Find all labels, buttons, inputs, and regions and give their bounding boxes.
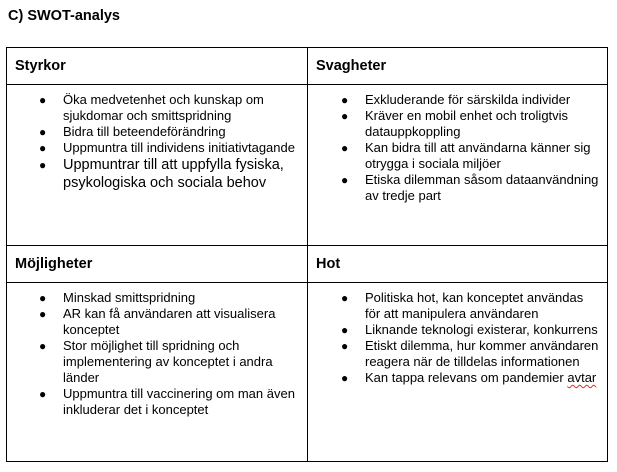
bullet-icon: ●	[39, 291, 47, 305]
list-item: ● Kräver en mobil enhet och troligtvis datauppkoppling	[341, 108, 569, 139]
bullet-icon: ●	[341, 93, 349, 107]
list-item: ● Bidra till beteendeförändring	[39, 124, 226, 139]
list-item: ● Kan bidra till att användarna känner sig otrygga i sociala miljöer	[341, 140, 591, 171]
threats-title: Hot	[316, 256, 341, 272]
list-item: ● Stor möjlighet till spridning och implementering av konceptet i andra länder	[39, 338, 273, 385]
bullet-icon: ●	[341, 141, 349, 155]
opportunities-list	[37, 290, 299, 418]
list-item: ● Exkluderande för särskilda individer	[341, 92, 571, 107]
opportunities-title: Möjligheter	[15, 256, 93, 272]
spellcheck-word: avtar	[567, 370, 597, 385]
threats-header-cell	[308, 246, 607, 282]
list-item: ● Etiskt dilemma, hur kommer användaren reagera när de tilldelas informationen	[341, 338, 599, 369]
bullet-icon: ●	[39, 387, 47, 401]
bullet-icon: ●	[39, 93, 47, 107]
strengths-header-cell	[7, 48, 307, 84]
list-item: ● AR kan få användaren att visualisera konceptet	[39, 306, 276, 337]
bullet-icon: ●	[39, 339, 47, 353]
opportunities-header-cell	[7, 246, 307, 282]
weaknesses-title: Svagheter	[316, 58, 387, 74]
bullet-icon: ●	[341, 323, 349, 337]
list-item: ● Kan tappa relevans om pandemier avtar	[341, 370, 597, 385]
bullet-icon: ●	[39, 307, 47, 321]
bullet-icon: ●	[39, 141, 47, 155]
bullet-icon: ●	[341, 291, 349, 305]
weaknesses-header-cell	[308, 48, 607, 84]
list-item: ● Liknande teknologi existerar, konkurrens	[341, 322, 598, 337]
strengths-title: Styrkor	[15, 58, 66, 74]
list-item: ● Öka medvetenhet och kunskap om sjukdomar och smittspridning	[39, 92, 264, 123]
strengths-list	[37, 92, 299, 192]
bullet-icon: ●	[341, 173, 349, 187]
weaknesses-list	[339, 92, 601, 204]
list-item: ● Politiska hot, kan konceptet användas för att manipulera användaren	[341, 290, 584, 321]
bullet-icon: ●	[341, 371, 349, 385]
bullet-icon: ●	[39, 158, 47, 172]
threats-list	[339, 290, 601, 386]
list-item: ● Uppmuntrar till att uppfylla fysiska, psykologiska och sociala behov	[39, 157, 284, 191]
bullet-icon: ●	[341, 109, 349, 123]
list-item: ● Uppmuntra till individens initiativtagande	[39, 140, 295, 155]
list-item: ● Uppmuntra till vaccinering om man även inkluderar det i konceptet	[39, 386, 295, 417]
list-item: ● Minskad smittspridning	[39, 290, 196, 305]
swot-table	[6, 47, 608, 462]
bullet-icon: ●	[341, 339, 349, 353]
list-item: ● Etiska dilemman såsom dataanvändning av tredje part	[341, 172, 599, 203]
section-heading: C) SWOT-analys	[8, 8, 120, 24]
bullet-icon: ●	[39, 125, 47, 139]
